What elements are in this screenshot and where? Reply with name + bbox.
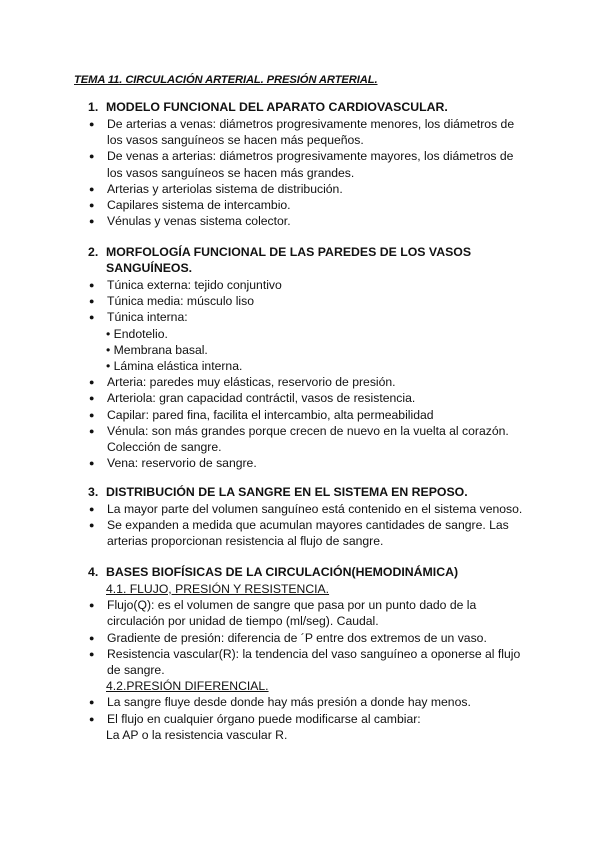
list-item: ● La mayor parte del volumen sanguíneo está contenido en el sistema venoso. [89,502,523,516]
bullet-icon: ● [89,713,95,724]
document-title: TEMA 11. CIRCULACIÓN ARTERIAL. PRESIÓN ARTERIAL. [74,74,378,86]
section-4 [88,564,528,743]
list-item: ● Arterias y arteriolas sistema de distribución. [89,181,343,196]
sub-item: • Lámina elástica interna. [106,359,243,374]
section-heading [88,244,528,276]
list-item: ● Túnica externa: tejido conjuntivo [89,278,282,292]
bullet-icon: ● [89,216,95,227]
section-number: 2. [88,245,99,259]
list-item: ● Capilar: pared fina, facilita el intercambio, alta permeabilidad [89,407,434,422]
section-3 [88,484,528,550]
list-item: ● Gradiente de presión: diferencia de ´P entre dos extremos de un vaso. [89,630,487,645]
bullet-icon: ● [89,600,95,611]
list-item: ● El flujo en cualquier órgano puede modificarse al cambiar: [89,711,421,726]
list-item: ● Se expanden a medida que acumulan mayores cantidades de sangre. Las arterias proporcionan resistencia al flujo de sangre. [89,518,509,549]
bullet-icon: ● [89,409,95,420]
section-heading [88,484,528,500]
bullet-icon: ● [89,119,95,129]
section-number: 3. [88,485,99,499]
list-item: ● Túnica media: músculo liso [89,294,254,309]
section-title: DISTRIBUCIÓN DE LA SANGRE EN EL SISTEMA EN REPOSO. [106,485,468,499]
bullet-icon: ● [89,151,95,162]
bullet-list [88,374,528,471]
section-heading [88,564,528,580]
list-item: ● Flujo(Q): es el volumen de sangre que pasa por un punto dado de la circulación por unidad de tiempo (ml/seg). Caudal. [89,598,477,629]
section-heading [88,99,528,115]
bullet-icon: ● [89,377,95,388]
bullet-icon: ● [89,632,95,643]
list-item: ● Vénulas y venas sistema colector. [89,214,291,229]
bullet-icon: ● [89,425,95,436]
bullet-icon: ● [89,458,95,469]
bullet-list [88,597,528,678]
bullet-icon: ● [89,697,95,708]
section-title: MORFOLOGÍA FUNCIONAL DE LAS PAREDES DE LOS VASOS SANGUÍNEOS. [106,245,472,275]
section-title: MODELO FUNCIONAL DEL APARATO CARDIOVASCULAR. [106,100,448,114]
section-2 [88,244,528,471]
list-item: ● La sangre fluye desde donde hay más presión a donde hay menos. [89,695,471,710]
subsection-title: 4.1. FLUJO, PRESIÓN Y RESISTENCIA. [106,582,330,596]
list-item: ● De arterias a venas: diámetros progresivamente menores, los diámetros de los vasos sanguíneos se hacen más pequeños. [89,117,515,148]
section-number: 1. [88,100,99,114]
list-item: ● Arteria: paredes muy elásticas, reservorio de presión. [89,375,396,390]
bullet-list [88,116,528,229]
sub-item: • Membrana basal. [106,342,208,357]
list-item: ● De venas a arterias: diámetros progresivamente mayores, los diámetros de los vasos sanguíneos se hacen más grandes. [89,149,514,180]
section-title: BASES BIOFÍSICAS DE LA CIRCULACIÓN(HEMODINÁMICA) [106,565,459,579]
bullet-icon: ● [89,200,95,211]
list-item: ● Resistencia vascular(R): la tendencia del vaso sanguíneo a oponerse al flujo de sangre. [89,646,521,678]
bullet-icon: ● [89,393,95,404]
bullet-icon: ● [89,648,95,659]
list-item: ● Arteriola: gran capacidad contráctil, vasos de resistencia. [89,391,416,406]
list-item: ● Vénula: son más grandes porque crecen de nuevo en la vuelta al corazón. Colección de sangre. [89,423,509,455]
subsection-title: 4.2.PRESIÓN DIFERENCIAL. [106,679,269,694]
sub-item: • Endotelio. [106,326,168,341]
bullet-icon: ● [89,280,95,290]
section-number: 4. [88,565,99,579]
bullet-list [88,694,528,726]
list-item: ● Vena: reservorio de sangre. [89,456,257,471]
section-1 [88,99,528,229]
bullet-list [88,277,528,326]
bullet-icon: ● [89,183,95,194]
bullet-icon: ● [89,312,95,323]
bullet-list [88,501,528,550]
continuation-text: La AP o la resistencia vascular R. [106,727,288,742]
list-item: ● Capilares sistema de intercambio. [89,198,291,213]
bullet-icon: ● [89,504,95,514]
bullet-icon: ● [89,296,95,307]
list-item: ● Túnica interna: [89,310,188,325]
bullet-icon: ● [89,520,95,531]
